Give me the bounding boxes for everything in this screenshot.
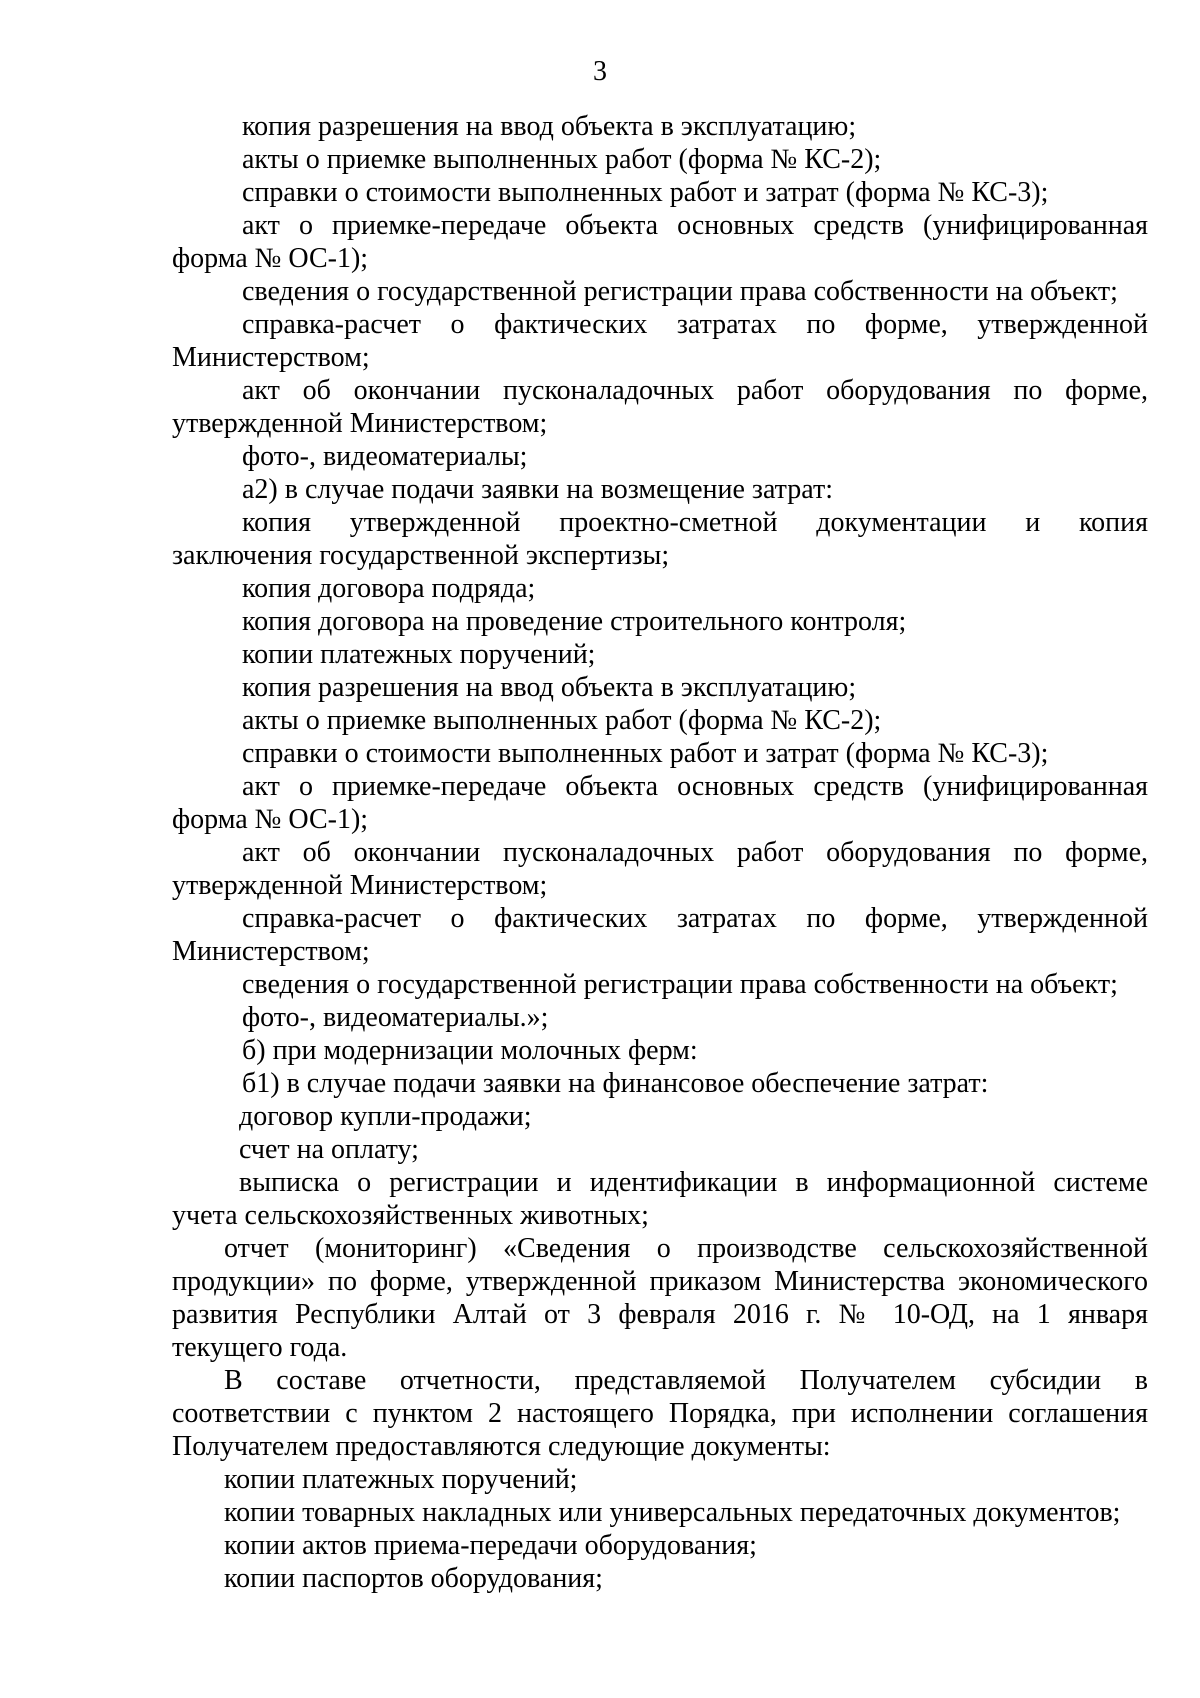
text-line: акт об окончании пусконаладочных работ оборудования по форме, [242, 837, 1148, 868]
text-line: соответствии с пунктом 2 настоящего Порядка, при исполнении соглашения [172, 1398, 1148, 1429]
text-line: копии платежных поручений; [242, 639, 596, 670]
text-line: сведения о государственной регистрации права собственности на объект; [242, 969, 1118, 1000]
text-line: акты о приемке выполненных работ (форма № КС-2); [242, 144, 882, 175]
text-line: копия договора подряда; [242, 573, 536, 604]
text-line: копия разрешения на ввод объекта в эксплуатацию; [242, 111, 857, 142]
text-line: утвержденной Министерством; [172, 870, 548, 901]
text-line: форма № ОС-1); [172, 804, 369, 835]
text-line: копия утвержденной проектно-сметной документации и копия [242, 507, 1148, 538]
text-line: справка-расчет о фактических затратах по форме, утвержденной [242, 903, 1148, 934]
text-line: акт о приемке-передаче объекта основных средств (унифицированная [242, 771, 1148, 802]
text-line: копия договора на проведение строительного контроля; [242, 606, 907, 637]
text-line: выписка о регистрации и идентификации в информационной системе [239, 1167, 1148, 1198]
text-line: акт об окончании пусконаладочных работ оборудования по форме, [242, 375, 1148, 406]
text-line: развития Республики Алтай от 3 февраля 2016 г. № 10-ОД, на 1 января [172, 1299, 1148, 1330]
text-line: Министерством; [172, 936, 370, 967]
text-line: В составе отчетности, представляемой Получателем субсидии в [224, 1365, 1148, 1396]
text-line: копии товарных накладных или универсальных передаточных документов; [224, 1497, 1121, 1528]
text-line: копии паспортов оборудования; [224, 1563, 603, 1594]
text-line: б1) в случае подачи заявки на финансовое обеспечение затрат: [242, 1068, 989, 1099]
text-line: форма № ОС-1); [172, 243, 369, 274]
text-line: фото-, видеоматериалы.»; [242, 1002, 549, 1033]
text-line: сведения о государственной регистрации права собственности на объект; [242, 276, 1118, 307]
text-line: акт о приемке-передаче объекта основных средств (унифицированная [242, 210, 1148, 241]
text-line: продукции» по форме, утвержденной приказом Министерства экономического [172, 1266, 1148, 1297]
text-line: учета сельскохозяйственных животных; [172, 1200, 649, 1231]
text-line: договор купли-продажи; [239, 1101, 532, 1132]
text-line: заключения государственной экспертизы; [172, 540, 670, 571]
page-number: 3 [593, 56, 607, 87]
text-line: б) при модернизации молочных ферм: [242, 1035, 698, 1066]
text-line: Министерством; [172, 342, 370, 373]
text-line: фото-, видеоматериалы; [242, 441, 528, 472]
text-line: копии актов приема-передачи оборудования; [224, 1530, 757, 1561]
text-line: справки о стоимости выполненных работ и затрат (форма № КС-3); [242, 177, 1049, 208]
text-line: счет на оплату; [239, 1134, 419, 1165]
text-line: утвержденной Министерством; [172, 408, 548, 439]
text-line: справки о стоимости выполненных работ и затрат (форма № КС-3); [242, 738, 1049, 769]
text-line: отчет (мониторинг) «Сведения о производстве сельскохозяйственной [224, 1233, 1148, 1264]
text-line: акты о приемке выполненных работ (форма № КС-2); [242, 705, 882, 736]
text-line: Получателем предоставляются следующие документы: [172, 1431, 831, 1462]
text-line: а2) в случае подачи заявки на возмещение затрат: [242, 474, 833, 505]
text-line: копия разрешения на ввод объекта в эксплуатацию; [242, 672, 857, 703]
text-line: справка-расчет о фактических затратах по форме, утвержденной [242, 309, 1148, 340]
text-line: копии платежных поручений; [224, 1464, 578, 1495]
text-line: текущего года. [172, 1332, 348, 1363]
